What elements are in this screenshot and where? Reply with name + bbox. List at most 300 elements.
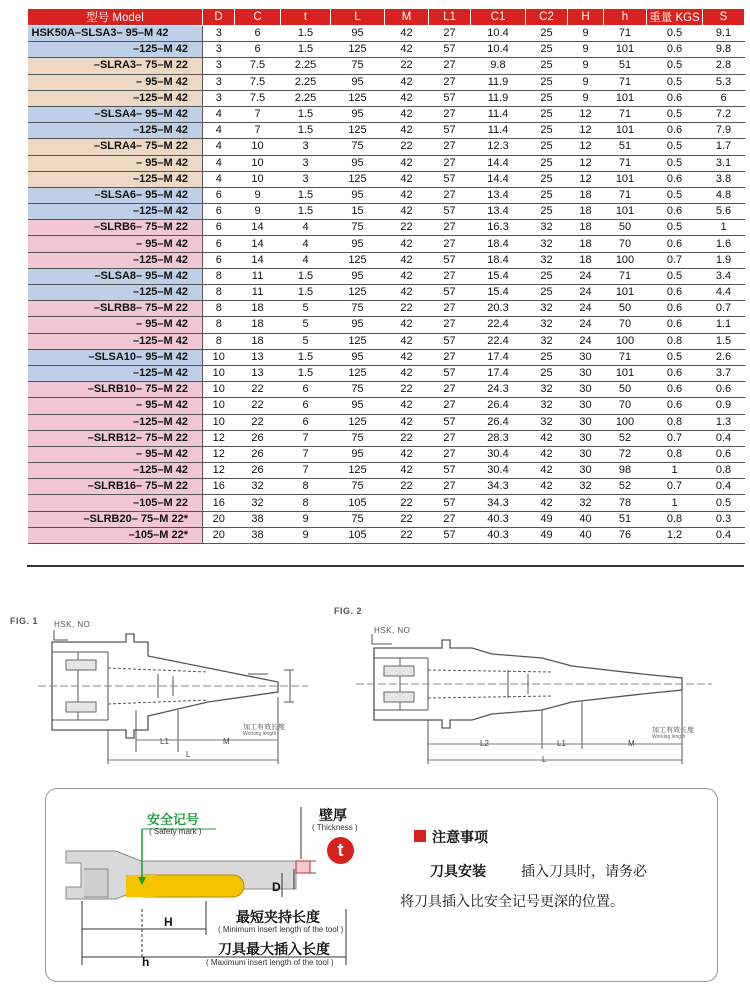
value-cell: 0.6: [647, 285, 703, 301]
value-cell: 101: [604, 123, 647, 139]
value-cell: 10: [235, 139, 281, 155]
value-cell: 6: [235, 26, 281, 42]
fig1-note-cn: 加工有效长度: [243, 724, 285, 731]
value-cell: 9: [568, 74, 604, 90]
value-cell: 12: [203, 430, 235, 446]
value-cell: 4: [203, 171, 235, 187]
value-cell: 32: [526, 236, 568, 252]
value-cell: 5.6: [703, 204, 745, 220]
value-cell: 13: [235, 365, 281, 381]
value-cell: 0.5: [647, 187, 703, 203]
value-cell: 75: [331, 139, 385, 155]
value-cell: 22: [385, 479, 429, 495]
value-cell: 0.6: [647, 42, 703, 58]
value-cell: 30: [568, 414, 604, 430]
value-cell: 17.4: [471, 365, 526, 381]
value-cell: 14.4: [471, 171, 526, 187]
model-cell: –125–M 42: [28, 42, 203, 58]
value-cell: 11.4: [471, 106, 526, 122]
value-cell: 10: [203, 365, 235, 381]
value-cell: 1.5: [281, 123, 331, 139]
value-cell: 52: [604, 479, 647, 495]
model-cell: –125–M 42: [28, 123, 203, 139]
value-cell: 30: [568, 398, 604, 414]
model-cell: –125–M 42: [28, 285, 203, 301]
value-cell: 25: [526, 204, 568, 220]
value-cell: 95: [331, 155, 385, 171]
value-cell: 6: [203, 220, 235, 236]
value-cell: 6: [281, 414, 331, 430]
value-cell: 14: [235, 220, 281, 236]
value-cell: 0.6: [647, 398, 703, 414]
value-cell: 22: [385, 382, 429, 398]
value-cell: 3: [203, 74, 235, 90]
value-cell: 125: [331, 123, 385, 139]
value-cell: 5: [281, 333, 331, 349]
value-cell: 57: [429, 414, 471, 430]
value-cell: 42: [385, 123, 429, 139]
value-cell: 1.5: [281, 204, 331, 220]
value-cell: 32: [235, 495, 281, 511]
value-cell: 25: [526, 74, 568, 90]
value-cell: 9: [235, 187, 281, 203]
value-cell: 95: [331, 187, 385, 203]
value-cell: 0.6: [703, 446, 745, 462]
h-lower-label: h: [142, 955, 150, 969]
value-cell: 6: [235, 42, 281, 58]
table-row: [28, 285, 745, 301]
value-cell: 27: [429, 236, 471, 252]
value-cell: 26: [235, 463, 281, 479]
table-row: [28, 301, 745, 317]
value-cell: 71: [604, 187, 647, 203]
value-cell: 25: [526, 155, 568, 171]
value-cell: 57: [429, 123, 471, 139]
value-cell: 27: [429, 430, 471, 446]
model-cell: – 95–M 42: [28, 317, 203, 333]
table-row: [28, 58, 745, 74]
value-cell: 95: [331, 446, 385, 462]
value-cell: 42: [385, 90, 429, 106]
value-cell: 75: [331, 430, 385, 446]
value-cell: 40.3: [471, 511, 526, 527]
value-cell: 27: [429, 106, 471, 122]
model-cell: –SLSA8– 95–M 42: [28, 268, 203, 284]
table-row: [28, 398, 745, 414]
value-cell: 0.8: [647, 511, 703, 527]
col-header: L: [331, 9, 385, 26]
notice-box: [45, 788, 718, 982]
value-cell: 20: [203, 511, 235, 527]
value-cell: 42: [385, 268, 429, 284]
value-cell: 12.3: [471, 139, 526, 155]
value-cell: 40: [568, 527, 604, 543]
value-cell: 1: [647, 463, 703, 479]
value-cell: 10.4: [471, 26, 526, 42]
value-cell: 101: [604, 171, 647, 187]
model-cell: HSK50A–SLSA3– 95–M 42: [28, 26, 203, 42]
value-cell: 95: [331, 398, 385, 414]
value-cell: 0.5: [703, 495, 745, 511]
h-upper-label: H: [164, 915, 173, 929]
model-cell: –SLRA4– 75–M 22: [28, 139, 203, 155]
spec-table: [27, 8, 745, 544]
model-cell: –105–M 22*: [28, 527, 203, 543]
value-cell: 25: [526, 58, 568, 74]
value-cell: 0.8: [647, 414, 703, 430]
value-cell: 30.4: [471, 446, 526, 462]
value-cell: 0.5: [647, 268, 703, 284]
value-cell: 25: [526, 106, 568, 122]
value-cell: 0.6: [647, 382, 703, 398]
value-cell: 101: [604, 285, 647, 301]
value-cell: 11: [235, 285, 281, 301]
notice-line2: 将刀具插入比安全记号更深的位置。: [400, 893, 624, 909]
value-cell: 78: [604, 495, 647, 511]
model-cell: –SLRB10– 75–M 22: [28, 382, 203, 398]
model-cell: –SLRA3– 75–M 22: [28, 58, 203, 74]
value-cell: 27: [429, 268, 471, 284]
value-cell: 3: [281, 139, 331, 155]
d-dimension-label: D: [272, 880, 281, 894]
value-cell: 22: [385, 527, 429, 543]
value-cell: 0.6: [647, 171, 703, 187]
value-cell: 5: [281, 301, 331, 317]
value-cell: 0.8: [703, 463, 745, 479]
value-cell: 22: [385, 139, 429, 155]
value-cell: 18: [235, 333, 281, 349]
fig1-label: FIG. 1: [10, 616, 39, 626]
value-cell: 2.8: [703, 58, 745, 74]
value-cell: 32: [526, 414, 568, 430]
table-row: [28, 511, 745, 527]
value-cell: 22: [235, 398, 281, 414]
value-cell: 27: [429, 382, 471, 398]
value-cell: 32: [526, 301, 568, 317]
value-cell: 6: [203, 187, 235, 203]
value-cell: 101: [604, 42, 647, 58]
value-cell: 3: [203, 90, 235, 106]
value-cell: 0.8: [647, 333, 703, 349]
value-cell: 57: [429, 285, 471, 301]
col-header: C2: [526, 9, 568, 26]
model-cell: – 95–M 42: [28, 236, 203, 252]
value-cell: 14.4: [471, 155, 526, 171]
value-cell: 1.1: [703, 317, 745, 333]
value-cell: 3: [281, 155, 331, 171]
value-cell: 57: [429, 171, 471, 187]
table-row: [28, 220, 745, 236]
value-cell: 6: [281, 398, 331, 414]
model-cell: –SLRB6– 75–M 22: [28, 220, 203, 236]
value-cell: 95: [331, 106, 385, 122]
value-cell: 75: [331, 220, 385, 236]
value-cell: 0.5: [647, 58, 703, 74]
value-cell: 30.4: [471, 463, 526, 479]
value-cell: 22: [235, 382, 281, 398]
value-cell: 27: [429, 398, 471, 414]
value-cell: 95: [331, 317, 385, 333]
value-cell: 0.6: [703, 382, 745, 398]
value-cell: 42: [385, 236, 429, 252]
value-cell: 12: [203, 463, 235, 479]
table-row: [28, 155, 745, 171]
value-cell: 71: [604, 106, 647, 122]
fig2-drawing: [332, 604, 732, 774]
value-cell: 0.9: [703, 398, 745, 414]
value-cell: 25: [526, 365, 568, 381]
value-cell: 1.5: [281, 349, 331, 365]
value-cell: 18: [235, 301, 281, 317]
value-cell: 25: [526, 187, 568, 203]
col-header: S: [703, 9, 745, 26]
col-header: C1: [471, 9, 526, 26]
value-cell: 22.4: [471, 333, 526, 349]
value-cell: 1.5: [281, 42, 331, 58]
model-cell: – 95–M 42: [28, 446, 203, 462]
value-cell: 7.5: [235, 58, 281, 74]
value-cell: 25: [526, 268, 568, 284]
value-cell: 10.4: [471, 42, 526, 58]
value-cell: 0.6: [647, 236, 703, 252]
value-cell: 50: [604, 301, 647, 317]
value-cell: 32: [568, 495, 604, 511]
value-cell: 70: [604, 236, 647, 252]
value-cell: 95: [331, 349, 385, 365]
value-cell: 42: [385, 74, 429, 90]
col-header: D: [203, 9, 235, 26]
value-cell: 20: [203, 527, 235, 543]
value-cell: 4: [281, 252, 331, 268]
value-cell: 1.5: [281, 268, 331, 284]
col-header: M: [385, 9, 429, 26]
value-cell: 0.5: [647, 74, 703, 90]
value-cell: 8: [203, 333, 235, 349]
value-cell: 12: [568, 123, 604, 139]
value-cell: 18: [568, 220, 604, 236]
value-cell: 42: [526, 430, 568, 446]
value-cell: 2.25: [281, 58, 331, 74]
value-cell: 24: [568, 317, 604, 333]
value-cell: 10: [203, 398, 235, 414]
value-cell: 2.6: [703, 349, 745, 365]
value-cell: 70: [604, 317, 647, 333]
model-cell: –125–M 42: [28, 333, 203, 349]
value-cell: 16: [203, 479, 235, 495]
value-cell: 9: [568, 90, 604, 106]
value-cell: 57: [429, 204, 471, 220]
value-cell: 0.6: [647, 123, 703, 139]
value-cell: 1.5: [281, 187, 331, 203]
value-cell: 1: [703, 220, 745, 236]
value-cell: 42: [385, 171, 429, 187]
table-row: [28, 123, 745, 139]
value-cell: 0.7: [647, 252, 703, 268]
value-cell: 57: [429, 463, 471, 479]
value-cell: 22: [385, 58, 429, 74]
value-cell: 0.5: [647, 26, 703, 42]
value-cell: 101: [604, 90, 647, 106]
value-cell: 4: [281, 236, 331, 252]
value-cell: 11.9: [471, 90, 526, 106]
value-cell: 22.4: [471, 317, 526, 333]
value-cell: 0.5: [647, 155, 703, 171]
value-cell: 0.7: [647, 430, 703, 446]
value-cell: 125: [331, 365, 385, 381]
value-cell: 26: [235, 446, 281, 462]
value-cell: 7: [281, 446, 331, 462]
thickness-label: 壁厚: [319, 807, 347, 823]
value-cell: 32: [526, 398, 568, 414]
value-cell: 2.25: [281, 90, 331, 106]
model-cell: –SLSA6– 95–M 42: [28, 187, 203, 203]
value-cell: 42: [385, 187, 429, 203]
value-cell: 27: [429, 301, 471, 317]
fig2-label: FIG. 2: [334, 606, 363, 616]
safety-mark-en: ( Safety mark ): [149, 827, 202, 836]
value-cell: 17.4: [471, 349, 526, 365]
value-cell: 8: [203, 317, 235, 333]
value-cell: 25: [526, 139, 568, 155]
value-cell: 8: [203, 301, 235, 317]
value-cell: 52: [604, 430, 647, 446]
value-cell: 9: [568, 26, 604, 42]
value-cell: 4: [281, 220, 331, 236]
value-cell: 8: [281, 495, 331, 511]
value-cell: 4: [203, 155, 235, 171]
value-cell: 3.7: [703, 365, 745, 381]
value-cell: 27: [429, 155, 471, 171]
value-cell: 34.3: [471, 479, 526, 495]
value-cell: 4: [203, 139, 235, 155]
col-header: L1: [429, 9, 471, 26]
value-cell: 3: [203, 26, 235, 42]
model-cell: –125–M 42: [28, 365, 203, 381]
table-row: [28, 463, 745, 479]
value-cell: 3: [203, 58, 235, 74]
value-cell: 42: [385, 252, 429, 268]
value-cell: 16: [203, 495, 235, 511]
value-cell: 57: [429, 90, 471, 106]
value-cell: 75: [331, 479, 385, 495]
value-cell: 125: [331, 42, 385, 58]
table-row: [28, 333, 745, 349]
value-cell: 6: [281, 382, 331, 398]
value-cell: 8: [203, 285, 235, 301]
value-cell: 71: [604, 268, 647, 284]
model-cell: –125–M 42: [28, 252, 203, 268]
table-row: [28, 204, 745, 220]
value-cell: 4: [203, 123, 235, 139]
col-header: 重量 KGS: [647, 9, 703, 26]
value-cell: 32: [526, 333, 568, 349]
value-cell: 18: [235, 317, 281, 333]
value-cell: 0.6: [647, 204, 703, 220]
value-cell: 22: [385, 495, 429, 511]
value-cell: 49: [526, 511, 568, 527]
value-cell: 42: [385, 398, 429, 414]
value-cell: 7: [281, 430, 331, 446]
value-cell: 0.6: [647, 365, 703, 381]
value-cell: 32: [526, 317, 568, 333]
value-cell: 27: [429, 139, 471, 155]
value-cell: 10: [235, 155, 281, 171]
value-cell: 14: [235, 236, 281, 252]
value-cell: 30: [568, 365, 604, 381]
value-cell: 7: [235, 123, 281, 139]
table-row: [28, 414, 745, 430]
value-cell: 9: [281, 511, 331, 527]
value-cell: 0.6: [647, 317, 703, 333]
table-row: [28, 74, 745, 90]
value-cell: 42: [385, 446, 429, 462]
fig1-drawing: [8, 612, 338, 772]
fig1-note-en: Working length: [243, 731, 277, 737]
value-cell: 51: [604, 58, 647, 74]
value-cell: 75: [331, 301, 385, 317]
value-cell: 22: [385, 511, 429, 527]
model-cell: –125–M 42: [28, 204, 203, 220]
value-cell: 51: [604, 511, 647, 527]
value-cell: 24: [568, 301, 604, 317]
value-cell: 9.8: [703, 42, 745, 58]
value-cell: 40.3: [471, 527, 526, 543]
value-cell: 6: [203, 236, 235, 252]
value-cell: 57: [429, 252, 471, 268]
value-cell: 12: [568, 139, 604, 155]
value-cell: 18.4: [471, 236, 526, 252]
value-cell: 15: [331, 204, 385, 220]
value-cell: 1.5: [281, 26, 331, 42]
value-cell: 42: [385, 26, 429, 42]
value-cell: 98: [604, 463, 647, 479]
value-cell: 10: [203, 382, 235, 398]
value-cell: 18: [568, 204, 604, 220]
value-cell: 3: [203, 42, 235, 58]
value-cell: 40: [568, 511, 604, 527]
value-cell: 13: [235, 349, 281, 365]
value-cell: 26.4: [471, 398, 526, 414]
model-cell: – 95–M 42: [28, 74, 203, 90]
fig2-dim-l2: L2: [480, 739, 489, 748]
table-row: [28, 446, 745, 462]
value-cell: 26.4: [471, 414, 526, 430]
model-cell: –125–M 42: [28, 171, 203, 187]
fig2-dim-l: L: [542, 755, 547, 764]
table-row: [28, 349, 745, 365]
value-cell: 1.9: [703, 252, 745, 268]
value-cell: 32: [526, 252, 568, 268]
value-cell: 0.6: [647, 90, 703, 106]
value-cell: 4.4: [703, 285, 745, 301]
value-cell: 71: [604, 155, 647, 171]
value-cell: 1.5: [281, 365, 331, 381]
value-cell: 7.9: [703, 123, 745, 139]
value-cell: 32: [526, 220, 568, 236]
fig1-dim-l1: L1: [160, 737, 169, 746]
value-cell: 1.7: [703, 139, 745, 155]
value-cell: 100: [604, 333, 647, 349]
value-cell: 57: [429, 365, 471, 381]
value-cell: 38: [235, 511, 281, 527]
value-cell: 15.4: [471, 268, 526, 284]
value-cell: 3.8: [703, 171, 745, 187]
value-cell: 32: [568, 479, 604, 495]
fig1-dim-m: M: [223, 737, 230, 746]
value-cell: 30: [568, 446, 604, 462]
value-cell: 125: [331, 414, 385, 430]
value-cell: 30: [568, 349, 604, 365]
